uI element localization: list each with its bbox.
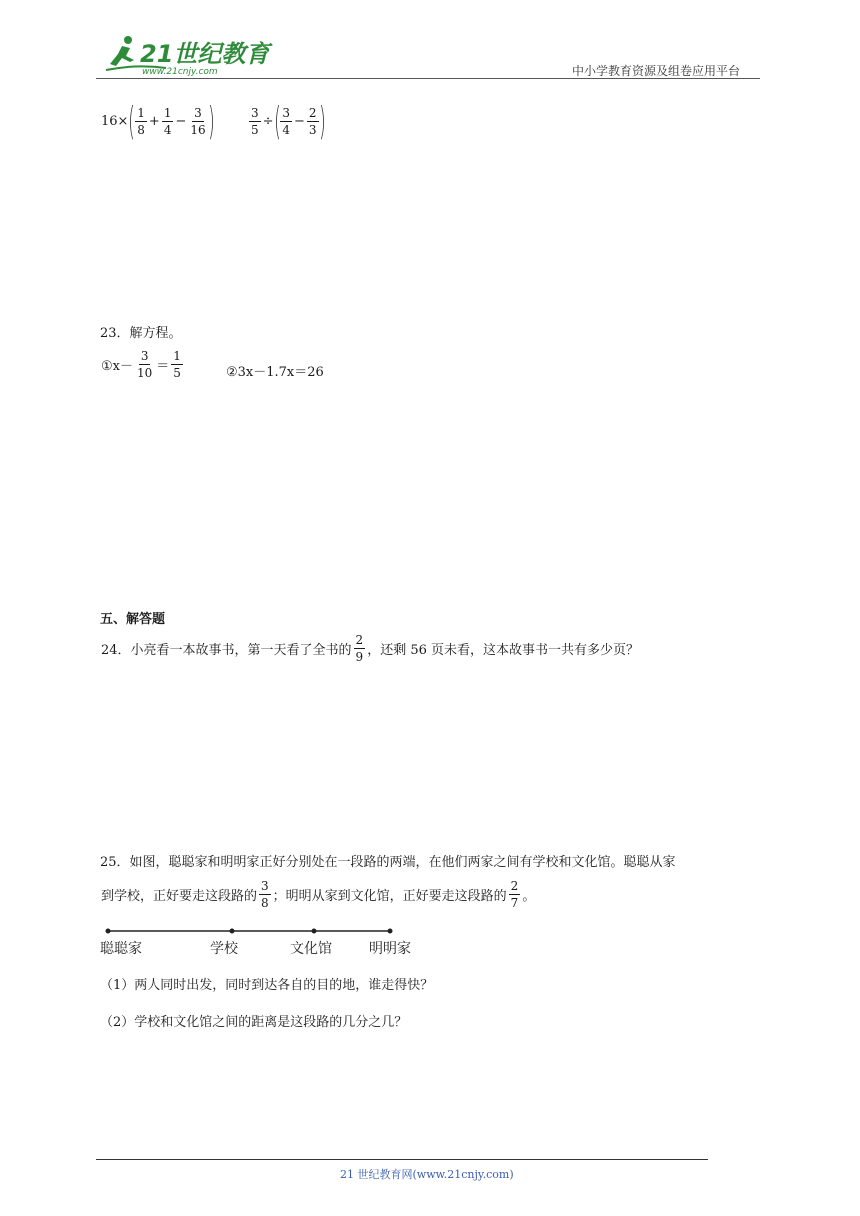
q24-text (100, 634, 640, 663)
equals-sign: ＝ (156, 359, 170, 374)
fraction: $\frac{2}{9}$ (355, 633, 364, 664)
route-label-school: 学校 (210, 941, 238, 957)
operator: ÷ (262, 113, 274, 129)
fraction: $\frac{1}{4}$ (163, 105, 172, 137)
route-point-start (106, 929, 111, 934)
q25-line2-before: 到学校，正好要走这段路的 (101, 889, 258, 904)
fraction: $\frac{1}{5}$ (173, 349, 181, 380)
fraction: $\frac{3}{10}$ (137, 349, 153, 380)
q24-after: ，还剩 56 页未看，这本故事书一共有多少页？ (367, 643, 639, 658)
runner-logo-icon (96, 34, 270, 78)
fraction: $\frac{3}{5}$ (251, 105, 259, 137)
route-point-school (230, 929, 235, 934)
operator: − (175, 113, 187, 129)
q23-equation-2: ②3x－1.7x＝26 (226, 365, 324, 380)
q25-sub-question-2: （2）学校和文化馆之间的距离是这段路的几分之几？ (100, 1015, 408, 1030)
fraction: $\frac{3}{4}$ (282, 105, 291, 137)
expression-1 (100, 99, 215, 143)
header-platform-text: 中小学教育资源及组卷应用平台 (572, 64, 741, 78)
header-divider (96, 78, 760, 79)
right-paren: ) (318, 99, 326, 143)
route-point-end (388, 929, 393, 934)
q25-line2-mid: ；明明从家到文化馆，正好要走这段路的 (272, 889, 507, 904)
q25-line2-after: 。 (522, 889, 536, 904)
left-paren: ( (128, 99, 136, 143)
q23-equation-1 (100, 350, 184, 379)
right-paren: ) (207, 99, 215, 143)
section-title: 五、解答题 (100, 612, 166, 627)
route-line-diagram (100, 924, 440, 938)
fraction: $\frac{3}{16}$ (190, 105, 206, 137)
route-point-library (312, 929, 317, 934)
fraction: $\frac{2}{3}$ (308, 105, 317, 137)
logo-title: 21世纪教育 (140, 40, 270, 68)
fraction: $\frac{1}{8}$ (137, 105, 145, 137)
q24-before: 24．小亮看一本故事书，第一天看了全书的 (101, 643, 352, 658)
q25-sub-question-1: （1）两人同时出发，同时到达各自的目的地，谁走得快？ (100, 978, 434, 993)
route-label-congcong-home: 聪聪家 (100, 941, 142, 957)
q25-line-1: 25．如图，聪聪家和明明家正好分别处在一段路的两端，在他们两家之间有学校和文化馆。聪聪从家 (100, 855, 676, 870)
footer-divider (96, 1159, 708, 1160)
eq1-lead: ①x－ (101, 359, 133, 374)
footer-link-text[interactable]: 21 世纪教育网(www.21cnjy.com) (340, 1168, 514, 1181)
route-label-mingming-home: 明明家 (369, 941, 411, 957)
q25-line-2 (100, 880, 536, 909)
logo-url: www.21cnjy.com (142, 67, 218, 77)
left-paren: ( (273, 99, 281, 143)
expr1-lead: 16× (101, 113, 129, 129)
fraction: $\frac{2}{7}$ (510, 879, 519, 910)
operator: + (148, 113, 160, 129)
q23-title: 23．解方程。 (100, 326, 182, 341)
expression-2 (248, 99, 326, 143)
site-logo (96, 34, 270, 78)
operator: − (294, 113, 305, 129)
fraction: $\frac{3}{8}$ (261, 879, 269, 910)
route-label-cultural-center: 文化馆 (290, 941, 332, 957)
